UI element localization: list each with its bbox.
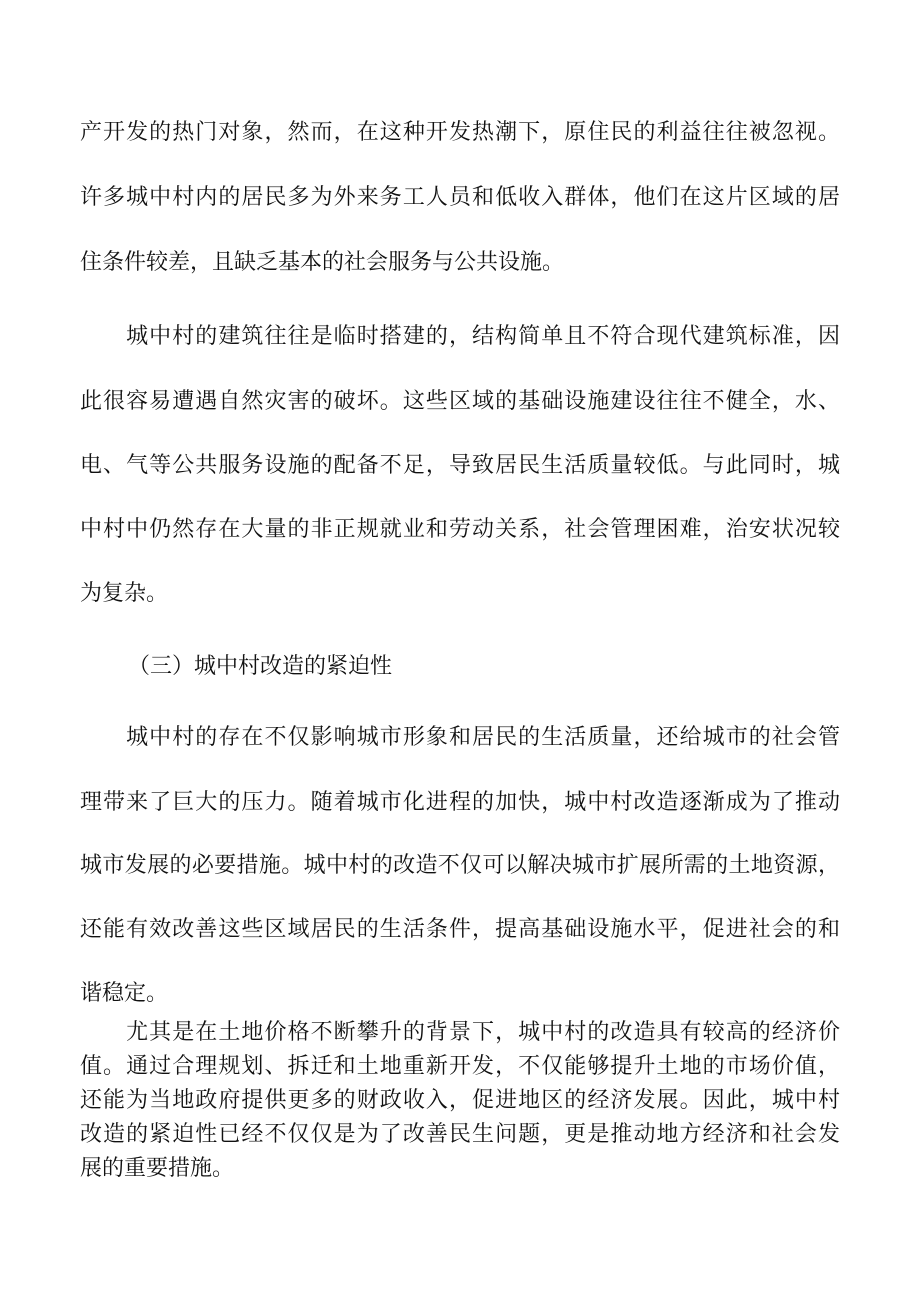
paragraph-3-line-3: 城市发展的必要措施。城中村的改造不仅可以解决城市扩展所需的土地资源，	[80, 853, 840, 878]
paragraph-1-line-3: 住条件较差，且缺乏基本的社会服务与公共设施。	[80, 250, 565, 275]
paragraph-4-line-1: 尤其是在土地价格不断攀升的背景下，城中村的改造具有较高的经济价	[80, 1020, 840, 1045]
paragraph-2-line-1: 城中村的建筑往往是临时搭建的，结构简单且不符合现代建筑标准，因	[80, 324, 840, 349]
paragraph-2-line-4: 中村中仍然存在大量的非正规就业和劳动关系，社会管理困难，治安状况较	[80, 517, 840, 542]
paragraph-3-line-4: 还能有效改善这些区域居民的生活条件，提高基础设施水平，促进社会的和	[80, 917, 840, 942]
paragraph-2-line-2: 此很容易遭遇自然灾害的破坏。这些区域的基础设施建设往往不健全，水、	[80, 389, 840, 414]
paragraph-2-line-3: 电、气等公共服务设施的配备不足，导致居民生活质量较低。与此同时，城	[80, 453, 840, 478]
paragraph-1-line-1: 产开发的热门对象，然而，在这种开发热潮下，原住民的利益往往被忽视。	[80, 120, 840, 145]
paragraph-4-line-2: 值。通过合理规划、拆迁和土地重新开发，不仅能够提升土地的市场价值，	[80, 1054, 840, 1079]
section-heading-3: （三）城中村改造的紧迫性	[128, 654, 393, 679]
paragraph-3-line-5: 谐稳定。	[80, 981, 169, 1006]
paragraph-1-line-2: 许多城中村内的居民多为外来务工人员和低收入群体，他们在这片区域的居	[80, 185, 840, 210]
paragraph-2-line-5: 为复杂。	[80, 581, 169, 606]
paragraph-3-line-1: 城中村的存在不仅影响城市形象和居民的生活质量，还给城市的社会管	[80, 725, 840, 750]
paragraph-4-line-3: 还能为当地政府提供更多的财政收入，促进地区的经济发展。因此，城中村	[80, 1088, 840, 1113]
paragraph-4-line-4: 改造的紧迫性已经不仅仅是为了改善民生问题，更是推动地方经济和社会发	[80, 1122, 840, 1147]
paragraph-4-line-5: 展的重要措施。	[80, 1156, 235, 1181]
paragraph-3-line-2: 理带来了巨大的压力。随着城市化进程的加快，城中村改造逐渐成为了推动	[80, 790, 840, 815]
